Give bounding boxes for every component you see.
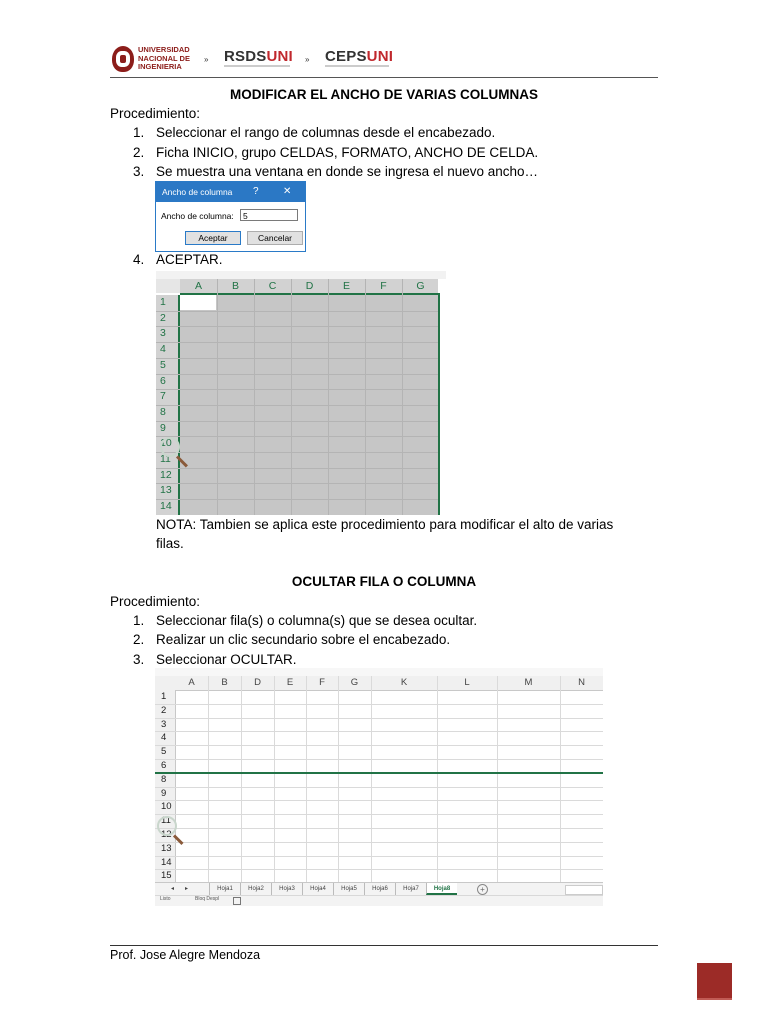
step-number: 3. bbox=[133, 164, 145, 179]
row-header-4[interactable]: 4 bbox=[161, 732, 167, 744]
row-header-1[interactable]: 1 bbox=[160, 296, 166, 308]
rsdsuni-logo bbox=[224, 48, 293, 65]
row-header-8[interactable]: 8 bbox=[161, 773, 167, 785]
row-gridline bbox=[156, 405, 438, 406]
column-gridline bbox=[208, 676, 209, 882]
row-header-14[interactable]: 14 bbox=[160, 500, 172, 513]
status-bar bbox=[155, 895, 603, 906]
magnifier-icon bbox=[157, 816, 177, 836]
row-header-2[interactable]: 2 bbox=[160, 311, 166, 324]
column-gridline bbox=[306, 676, 307, 882]
sheet-tab-hoja7[interactable]: Hoja7 bbox=[395, 883, 426, 895]
row-gridline bbox=[155, 787, 603, 788]
step-number: 3. bbox=[133, 652, 145, 667]
rsdsuni-logo-part1: RSDS bbox=[224, 48, 267, 65]
spreadsheet-hidden-rows-columns bbox=[155, 668, 603, 906]
column-header-b[interactable]: B bbox=[221, 677, 228, 688]
section1-proc-label: Procedimiento: bbox=[110, 106, 201, 121]
column-header-k[interactable]: K bbox=[400, 677, 408, 688]
row-header-10[interactable]: 10 bbox=[160, 437, 172, 450]
column-gridline bbox=[338, 676, 339, 882]
column-header-e[interactable]: E bbox=[286, 677, 294, 688]
step-number: 1. bbox=[133, 125, 145, 140]
row-header-9[interactable]: 9 bbox=[161, 787, 167, 799]
status-ready: Listo bbox=[160, 896, 171, 902]
sheet-tab-hoja4[interactable]: Hoja4 bbox=[302, 883, 333, 895]
column-gridline bbox=[371, 676, 372, 882]
row-header-6[interactable]: 6 bbox=[160, 374, 166, 387]
row-header-7[interactable]: 7 bbox=[160, 390, 166, 403]
row-header-1[interactable]: 1 bbox=[161, 691, 167, 702]
cepsuni-logo-part2: UNI bbox=[366, 48, 394, 65]
row-header-11[interactable]: 11 bbox=[161, 815, 171, 827]
row-header-12[interactable]: 12 bbox=[161, 829, 172, 840]
note-line-1: NOTA: Tambien se aplica este procedimiento para modificar el alto de varias bbox=[156, 517, 614, 532]
row-gridline bbox=[156, 421, 438, 422]
seal-mark bbox=[120, 55, 126, 63]
row-header-4[interactable]: 4 bbox=[160, 343, 166, 356]
column-header-c[interactable]: C bbox=[268, 280, 277, 292]
note-line-2: filas. bbox=[156, 536, 184, 551]
row-gridline bbox=[155, 718, 603, 719]
row-header-15[interactable]: 15 bbox=[161, 870, 172, 882]
row-gridline bbox=[156, 468, 438, 469]
row-gridline bbox=[155, 731, 603, 732]
row-gridline bbox=[156, 326, 438, 327]
column-gridline bbox=[402, 279, 403, 515]
column-header-b[interactable]: B bbox=[231, 280, 239, 292]
hidden-row-indicator bbox=[155, 772, 603, 774]
add-sheet-icon[interactable]: + bbox=[477, 884, 488, 895]
active-cell[interactable] bbox=[180, 295, 216, 310]
column-header-g[interactable]: G bbox=[416, 280, 425, 292]
column-width-dialog bbox=[155, 181, 306, 252]
column-gridline bbox=[328, 279, 329, 515]
column-gridline bbox=[365, 279, 366, 515]
cepsuni-tagline bbox=[325, 65, 389, 67]
row-header-14[interactable]: 14 bbox=[161, 856, 172, 868]
row-gridline bbox=[155, 828, 603, 829]
row-gridline bbox=[156, 483, 438, 484]
step-text: Seleccionar el rango de columnas desde el encabezado. bbox=[156, 125, 496, 140]
row-gridline bbox=[155, 745, 603, 746]
step-text: Seleccionar OCULTAR. bbox=[156, 652, 297, 667]
column-header-d[interactable]: D bbox=[305, 280, 314, 292]
spreadsheet-selected-columns bbox=[156, 271, 446, 515]
column-gridline bbox=[497, 676, 498, 882]
page-box-accent bbox=[697, 998, 732, 1000]
header-arrow-2: » bbox=[305, 55, 310, 64]
row-header-8[interactable]: 8 bbox=[160, 405, 166, 418]
width-field-label: Ancho de columna: bbox=[161, 211, 234, 221]
row-gridline bbox=[155, 869, 603, 870]
step-text: Ficha INICIO, grupo CELDAS, FORMATO, ANCHO DE CELDA. bbox=[156, 145, 539, 160]
column-header-f[interactable]: F bbox=[380, 280, 387, 292]
width-input[interactable]: 5 bbox=[240, 209, 298, 221]
header-rule bbox=[110, 77, 658, 78]
footer-rule bbox=[110, 945, 658, 946]
rsdsuni-tagline bbox=[224, 65, 290, 67]
sheet-tab-hoja3[interactable]: Hoja3 bbox=[271, 883, 302, 895]
row-header-5[interactable]: 5 bbox=[160, 358, 166, 371]
macro-record-icon[interactable] bbox=[233, 897, 241, 905]
row-header-3[interactable]: 3 bbox=[161, 718, 167, 730]
step-number: 1. bbox=[133, 613, 145, 628]
rsdsuni-logo-part2: UNI bbox=[266, 48, 293, 65]
tab-scroll-right-icon[interactable]: ▸ bbox=[185, 886, 189, 892]
sheet-tabs-bar bbox=[155, 882, 603, 896]
row-header-13[interactable]: 13 bbox=[161, 842, 172, 854]
column-header-l[interactable]: L bbox=[464, 677, 470, 688]
column-gridline bbox=[254, 279, 255, 515]
column-header-g[interactable]: G bbox=[350, 677, 359, 688]
cancel-button[interactable]: Cancelar bbox=[247, 231, 303, 245]
select-all-corner[interactable] bbox=[156, 279, 180, 293]
step-number: 2. bbox=[133, 145, 145, 160]
section2-proc-label: Procedimiento: bbox=[110, 594, 201, 609]
row-header-12[interactable]: 12 bbox=[160, 468, 172, 481]
row-gridline bbox=[156, 436, 438, 437]
status-scroll-lock: Bloq Despl bbox=[195, 896, 220, 902]
ok-button[interactable]: Aceptar bbox=[185, 231, 241, 245]
tab-scroll-left-icon[interactable]: ◂ bbox=[171, 886, 175, 892]
cepsuni-logo-part1: CEPS bbox=[325, 48, 367, 65]
column-header-d[interactable]: D bbox=[254, 677, 261, 688]
row-header-6[interactable]: 6 bbox=[161, 760, 167, 771]
row-gridline bbox=[155, 814, 603, 815]
university-name: UNIVERSIDAD NACIONAL DE INGENIERIA bbox=[138, 45, 190, 71]
selection-border bbox=[438, 293, 440, 515]
row-gridline bbox=[155, 759, 603, 760]
column-header-m[interactable]: M bbox=[524, 677, 533, 688]
sheet-tab-hoja8[interactable]: Hoja8 bbox=[426, 883, 457, 895]
column-gridline bbox=[241, 676, 242, 882]
column-header-f[interactable]: F bbox=[319, 677, 325, 688]
sheet-tab-hoja5[interactable]: Hoja5 bbox=[333, 883, 364, 895]
step-number: 2. bbox=[133, 632, 145, 647]
formula-bar-remnant bbox=[155, 668, 603, 676]
column-gridline bbox=[560, 676, 561, 882]
step-number: 4. bbox=[133, 252, 145, 267]
dialog-titlebar bbox=[156, 182, 305, 202]
row-gridline bbox=[156, 342, 438, 343]
column-header-n[interactable]: N bbox=[578, 677, 585, 688]
page-number-box bbox=[697, 963, 732, 999]
section2-title: OCULTAR FILA O COLUMNA bbox=[291, 574, 477, 589]
cepsuni-logo bbox=[325, 48, 393, 65]
close-icon[interactable]: ✕ bbox=[283, 186, 292, 197]
row-gridline bbox=[155, 856, 603, 857]
sheet-tab-hoja2[interactable]: Hoja2 bbox=[240, 883, 271, 895]
row-header-13[interactable]: 13 bbox=[160, 484, 172, 497]
row-gridline bbox=[156, 311, 438, 312]
help-icon[interactable]: ? bbox=[253, 186, 259, 197]
sheet-tab-hoja6[interactable]: Hoja6 bbox=[364, 883, 395, 895]
header-arrow-1: » bbox=[204, 55, 209, 64]
row-header-5[interactable]: 5 bbox=[161, 746, 167, 758]
footer-author: Prof. Jose Alegre Mendoza bbox=[110, 948, 261, 962]
dialog-title: Ancho de columna bbox=[162, 187, 233, 197]
row-gridline bbox=[155, 704, 603, 705]
section1-title: MODIFICAR EL ANCHO DE VARIAS COLUMNAS bbox=[229, 87, 538, 102]
row-gridline bbox=[156, 374, 438, 375]
column-gridline bbox=[291, 279, 292, 515]
column-gridline bbox=[217, 279, 218, 515]
step-text: Se muestra una ventana en donde se ingresa el nuevo ancho… bbox=[156, 164, 539, 179]
horizontal-scrollbar[interactable] bbox=[565, 885, 603, 895]
formula-bar-remnant bbox=[156, 271, 446, 279]
row-header-2[interactable]: 2 bbox=[161, 704, 167, 716]
column-header-a[interactable]: A bbox=[194, 280, 202, 292]
row-header-11[interactable]: 11 bbox=[160, 453, 171, 465]
row-gridline bbox=[156, 358, 438, 359]
row-header-9[interactable]: 9 bbox=[160, 421, 166, 434]
row-header-10[interactable]: 10 bbox=[161, 801, 172, 813]
row-gridline bbox=[156, 499, 438, 500]
magnifier-icon bbox=[160, 437, 180, 457]
step-text: ACEPTAR. bbox=[156, 252, 223, 267]
row-gridline bbox=[156, 389, 438, 390]
sheet-tab-hoja1[interactable]: Hoja1 bbox=[209, 883, 240, 895]
row-gridline bbox=[155, 800, 603, 801]
step-text: Seleccionar fila(s) o columna(s) que se desea ocultar. bbox=[156, 613, 478, 628]
step-text: Realizar un clic secundario sobre el encabezado. bbox=[156, 632, 451, 647]
row-gridline bbox=[155, 842, 603, 843]
column-gridline bbox=[274, 676, 275, 882]
column-gridline bbox=[437, 676, 438, 882]
row-header-3[interactable]: 3 bbox=[160, 327, 166, 340]
row-gridline bbox=[156, 452, 438, 453]
column-header-e[interactable]: E bbox=[342, 280, 350, 292]
column-header-a[interactable]: A bbox=[188, 677, 195, 688]
